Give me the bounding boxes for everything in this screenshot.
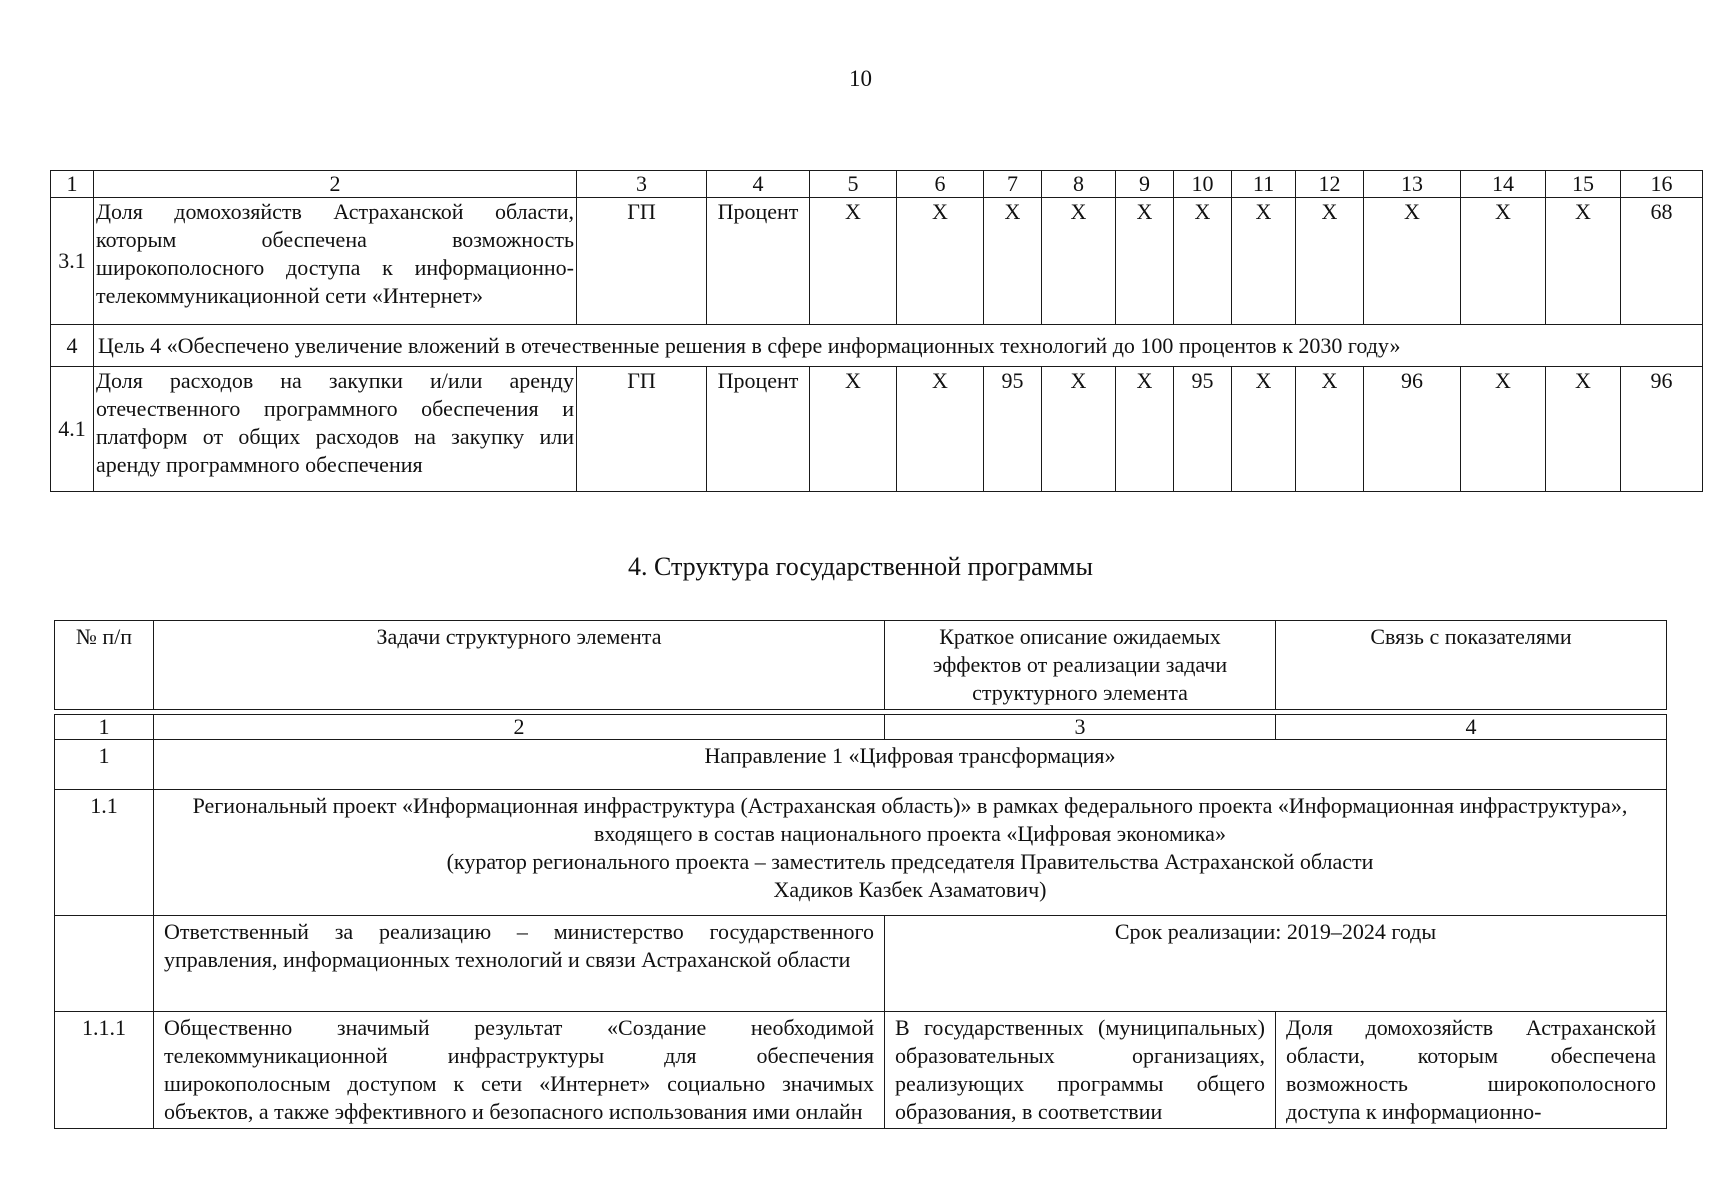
table-row [51, 367, 1703, 492]
column-number: 9 [1116, 171, 1174, 198]
implementation-term: Срок реализации: 2019–2024 годы [885, 916, 1667, 1012]
indicator-value: X [1546, 198, 1621, 325]
indicator-level: ГП [577, 367, 707, 492]
indicator-value: X [897, 367, 984, 492]
task-row [55, 1012, 1667, 1129]
column-number: 2 [94, 171, 577, 198]
indicator-value: X [1296, 367, 1364, 492]
link-text: Доля домохозяйств Астраханской области, которым обеспечена возможность широкополосного доступа к информационно- [1286, 1015, 1656, 1124]
project-curator: (куратор регионального проекта – заместитель председателя Правительства Астраханской области [446, 849, 1374, 874]
indicator-value: X [1042, 198, 1116, 325]
row-number: 1.1.1 [55, 1012, 154, 1129]
project-title: Региональный проект «Информационная инфраструктура (Астраханская область)» в рамках федерального проекта «Информационная инфраструктура», входящего в состав национального проекта «Цифровая экономика» [192, 793, 1628, 846]
table-row [51, 198, 1703, 325]
column-number: 6 [897, 171, 984, 198]
column-number: 5 [810, 171, 897, 198]
indicator-value: X [810, 198, 897, 325]
column-number: 2 [154, 715, 885, 740]
direction-text: Направление 1 «Цифровая трансформация» [154, 740, 1667, 790]
column-number: 1 [55, 715, 154, 740]
indicator-value: X [1364, 198, 1461, 325]
column-numbers-row [55, 715, 1667, 740]
column-numbers-row [51, 171, 1703, 198]
column-number: 16 [1621, 171, 1703, 198]
row-number: 1.1 [55, 790, 154, 916]
indicator-value: 95 [984, 367, 1042, 492]
header-effects: Краткое описание ожидаемых эффектов от реализации задачи структурного элемента [885, 621, 1276, 710]
row-number: 3.1 [51, 198, 94, 325]
task-text: Общественно значимый результат «Создание необходимой телекоммуникационной инфраструктуры для обеспечения широкополосным доступом к сети «Интернет» социально значимых объектов, а также эффективного и безопасного использования ими онлайн [164, 1015, 874, 1124]
column-number: 13 [1364, 171, 1461, 198]
indicator-value: 95 [1174, 367, 1232, 492]
indicator-value: X [1232, 198, 1296, 325]
indicator-value: X [1116, 198, 1174, 325]
column-number: 14 [1461, 171, 1546, 198]
task-cell [154, 1012, 885, 1129]
indicator-value: X [1461, 198, 1546, 325]
page-number: 10 [849, 66, 872, 91]
empty-cell [55, 916, 154, 1012]
project-curator-name: Хадиков Казбек Азаматович) [773, 877, 1047, 902]
project-row [55, 790, 1667, 916]
indicator-value: X [1546, 367, 1621, 492]
header-num: № п/п [55, 621, 154, 710]
indicator-value: 68 [1621, 198, 1703, 325]
column-number: 11 [1232, 171, 1296, 198]
indicator-name: Доля расходов на закупки и/или аренду отечественного программного обеспечения и платформ от общих расходов на закупку или аренду программного обеспечения [94, 367, 577, 492]
header-row [55, 621, 1667, 710]
responsible-row [55, 916, 1667, 1012]
indicator-value: X [1042, 367, 1116, 492]
column-number: 8 [1042, 171, 1116, 198]
effect-text: В государственных (муниципальных) образовательных организациях, реализующих программы общего образования, в соответствии [895, 1015, 1265, 1124]
indicator-value: 96 [1364, 367, 1461, 492]
indicator-value: X [1232, 367, 1296, 492]
indicators-table [50, 170, 1703, 492]
indicator-level: ГП [577, 198, 707, 325]
indicator-unit: Процент [707, 198, 810, 325]
indicator-value: X [810, 367, 897, 492]
section-title: 4. Структура государственной программы [628, 552, 1093, 581]
project-cell [154, 790, 1667, 916]
header-link: Связь с показателями [1276, 621, 1667, 710]
indicator-unit: Процент [707, 367, 810, 492]
column-number: 4 [707, 171, 810, 198]
column-number: 12 [1296, 171, 1364, 198]
row-number: 4.1 [51, 367, 94, 492]
indicator-value: X [1116, 367, 1174, 492]
indicator-name: Доля домохозяйств Астраханской области, которым обеспечена возможность широкополосного доступа к информационно-телекоммуникационной сети «Интернет» [94, 198, 577, 325]
column-number: 15 [1546, 171, 1621, 198]
structure-table [54, 620, 1667, 1129]
indicator-value: X [897, 198, 984, 325]
indicator-value: X [1461, 367, 1546, 492]
goal-text: Цель 4 «Обеспечено увеличение вложений в отечественные решения в сфере информационных технологий до 100 процентов к 2030 году» [94, 325, 1703, 367]
row-number: 1 [55, 740, 154, 790]
column-number: 3 [577, 171, 707, 198]
link-cell [1276, 1012, 1667, 1129]
column-number: 4 [1276, 715, 1667, 740]
column-number: 7 [984, 171, 1042, 198]
indicator-value: X [984, 198, 1042, 325]
indicator-value: X [1174, 198, 1232, 325]
header-tasks: Задачи структурного элемента [154, 621, 885, 710]
direction-row [55, 740, 1667, 790]
column-number: 10 [1174, 171, 1232, 198]
effect-cell [885, 1012, 1276, 1129]
column-number: 3 [885, 715, 1276, 740]
responsible-text: Ответственный за реализацию – министерство государственного управления, информационных технологий и связи Астраханской области [154, 916, 885, 1012]
indicator-value: 96 [1621, 367, 1703, 492]
indicator-value: X [1296, 198, 1364, 325]
row-number: 4 [51, 325, 94, 367]
column-number: 1 [51, 171, 94, 198]
goal-row [51, 325, 1703, 367]
